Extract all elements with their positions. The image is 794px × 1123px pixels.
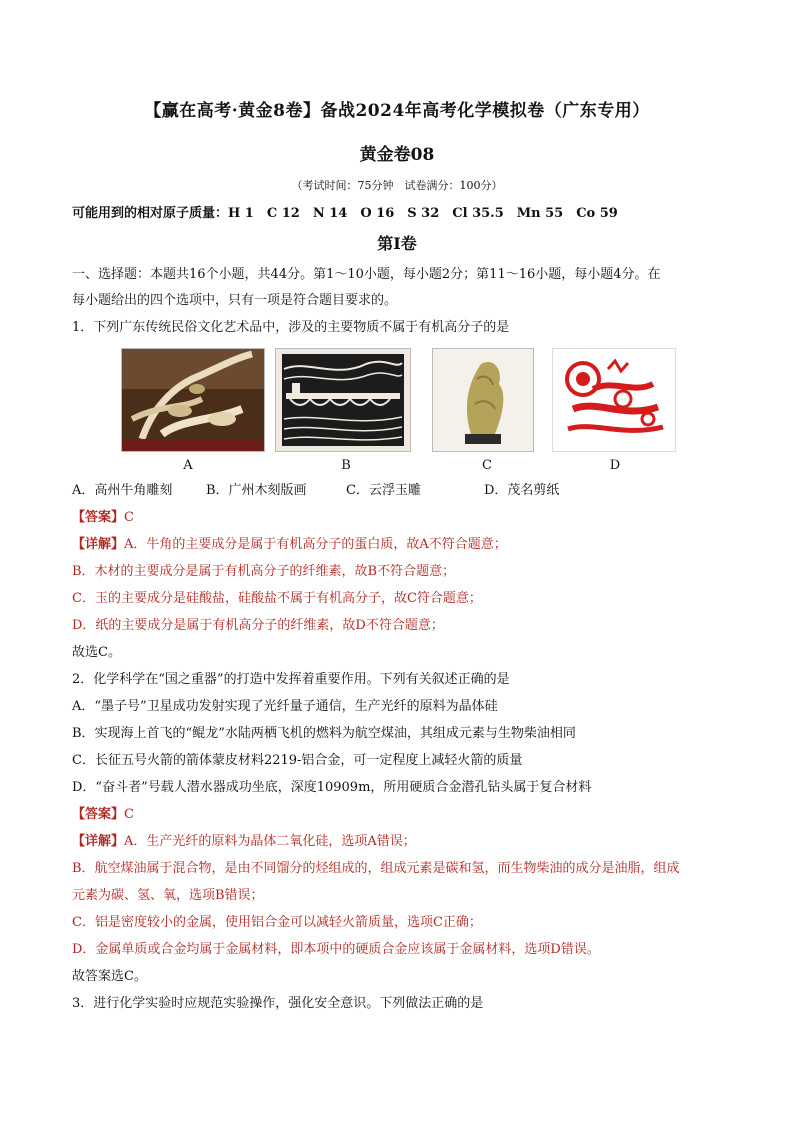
q1-stem: 1．下列广东传统民俗文化艺术品中，涉及的主要物质不属于有机高分子的是 [72,320,510,335]
q1-image-label-b: B [341,458,351,473]
q2-detail-text: A．生产光纤的原料为晶体二氧化硅，选项A错误； [124,834,416,849]
q1-image-d-paper-cut [552,348,676,452]
q2-conclusion: 故答案选C。 [72,969,147,984]
q1-conclusion: 故选C。 [72,645,121,660]
q2-stem: 2．化学科学在“国之重器”的打造中发挥着重要作用。下列有关叙述正确的是 [72,672,510,687]
detail-tag: 【详解】 [72,537,125,552]
q1-option-d: D．茂名剪纸 [484,483,560,498]
q1-option-a: A．高州牛角雕刻 [72,483,173,498]
q1-detail-text: A．牛角的主要成分是属于有机高分子的蛋白质，故A不符合题意； [124,537,507,552]
q2-option-c: C．长征五号火箭的箭体蒙皮材料2219-铝合金，可一定程度上减轻火箭的质量 [72,753,523,768]
q1-image-b-woodcut-print [275,348,411,452]
q3-stem: 3．进行化学实验时应规范实验操作，强化安全意识。下列做法正确的是 [72,996,484,1011]
instructions-line-2: 每小题给出的四个选项中，只有一项是符合题目要求的。 [72,293,398,308]
q1-answer-value: C [124,510,134,525]
q1-image-a-horn-carving [121,348,265,452]
answer-tag: 【答案】 [72,807,125,822]
atomic-masses: 可能用到的相对原子质量：H 1 C 12 N 14 O 16 S 32 Cl 35.5 Mn 55 Co 59 [72,206,618,221]
q2-option-b: B．实现海上首飞的“鲲龙”水陆两栖飞机的燃料为航空煤油，其组成元素与生物柴油相同 [72,726,576,741]
q1-answer [72,509,134,527]
paper-subtitle: 黄金卷08 [359,145,435,165]
q1-image-label-a: A [183,458,193,473]
q1-detail-2: B．木材的主要成分是属于有机高分子的纤维素，故B不符合题意； [72,564,456,579]
q1-detail-3: C．玉的主要成分是硅酸盐，硅酸盐不属于有机高分子，故C符合题意； [72,591,482,606]
q1-detail-1 [72,536,507,554]
q1-image-label-c: C [482,458,492,473]
q2-option-a: A．“墨子号”卫星成功发射实现了光纤量子通信，生产光纤的原料为晶体硅 [72,699,498,714]
q2-option-d: D．“奋斗者”号载人潜水器成功坐底，深度10909m，所用硬质合金潜孔钻头属于复合材料 [72,780,592,795]
section-title: 第Ⅰ卷 [377,234,417,253]
page-title: 【赢在高考·黄金8卷】备战2024年高考化学模拟卷（广东专用） [144,101,650,121]
q2-detail-1 [72,833,416,851]
q2-detail-3: 元素为碳、氢、氧，选项B错误； [72,888,264,903]
q2-answer [72,806,134,824]
q2-detail-2: B．航空煤油属于混合物，是由不同馏分的烃组成的，组成元素是碳和氢，而生物柴油的成分是油脂，组成 [72,861,680,876]
q1-image-label-d: D [609,458,621,473]
instructions-line-1: 一、选择题：本题共16个小题，共44分。第1～10小题，每小题2分；第11～16小题，每小题4分。在 [72,267,661,282]
q2-detail-5: D．金属单质或合金均属于金属材料，即本项中的硬质合金应该属于金属材料，选项D错误。 [72,942,600,957]
q1-detail-4: D．纸的主要成分是属于有机高分子的纤维素，故D不符合题意； [72,618,444,633]
detail-tag: 【详解】 [72,834,125,849]
q1-option-b: B．广州木刻版画 [206,483,307,498]
q1-option-c: C．云浮玉雕 [346,483,421,498]
answer-tag: 【答案】 [72,510,125,525]
q1-options [72,482,559,500]
q2-detail-4: C．铝是密度较小的金属，使用铝合金可以减轻火箭质量，选项C正确； [72,915,482,930]
exam-info: （考试时间：75分钟 试卷满分：100分） [291,179,503,192]
q2-answer-value: C [124,807,134,822]
q1-image-c-jade-carving [432,348,534,452]
